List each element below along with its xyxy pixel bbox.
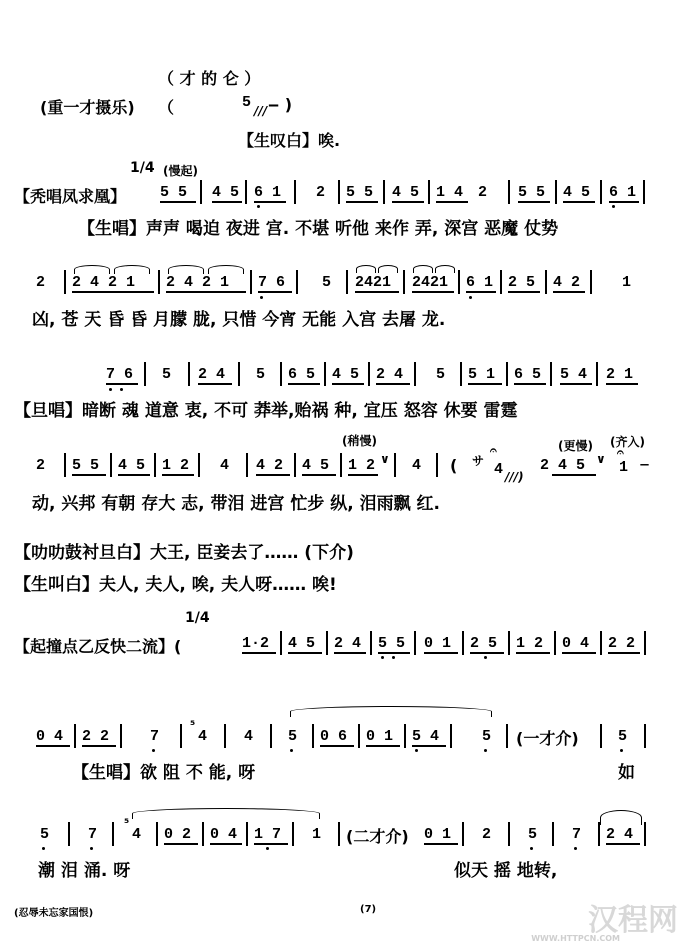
low-dot [392,656,395,659]
note-group: 5 [618,728,628,745]
barline [596,362,598,386]
barline [600,724,602,748]
barline [270,724,272,748]
barline [74,724,76,748]
barline [554,631,556,655]
note-group: 1 7 [254,826,282,843]
watermark-url: WWW.HTTPCN.COM [531,934,620,943]
note-group: 5 5 [346,184,374,201]
low-dot [120,388,123,391]
note-group: 2 5 [470,635,498,652]
note-group: 1 2 [348,457,376,474]
note-group: 1·2 [242,635,270,652]
underline [563,201,595,203]
barline [64,270,66,294]
note-group: 5 [528,826,538,843]
barline [324,362,326,386]
barline [198,453,200,477]
underline [288,652,322,654]
barline [508,631,510,655]
lyric-line: 【生唱】声声 喝迫 夜进 宫. 不堪 听他 来作 弄, 深宫 恶魔 仗势 [78,219,559,239]
note-group: 5 [436,366,446,383]
barline [346,270,348,294]
barline [370,631,372,655]
low-dot [530,847,533,850]
underline [366,745,400,747]
underline [302,474,336,476]
note-group: 1 4 [436,184,464,201]
underline [106,383,138,385]
note-group: 6 1 [466,274,494,291]
mark-slow: (稍慢) [342,434,377,448]
barline [450,724,452,748]
note-group: 5 [40,826,50,843]
barline [600,180,602,204]
note-group: 5 4 [560,366,588,383]
barline [550,362,552,386]
note-group: 4 [412,457,422,474]
lyric-line: 凶, 苍 天 昏 昏 月朦 胧, 只惜 今宵 无能 入宫 去屠 龙. [32,310,446,330]
note-group: 2 [482,826,492,843]
barline [403,270,405,294]
note-group: 2 [36,457,46,474]
low-dot [574,847,577,850]
low-dot [484,749,487,752]
underline [72,291,154,293]
barline [245,180,247,204]
intro-label: (重一才摄乐) [40,98,135,117]
barline [508,180,510,204]
barline [643,180,645,204]
barline [598,822,600,846]
note-group: 1 [312,826,322,843]
barline [394,453,396,477]
low-dot [381,656,384,659]
note-group: 5 5 [160,184,188,201]
barline [280,362,282,386]
note-group: 5 [482,728,492,745]
low-dot [257,205,260,208]
underline [609,201,639,203]
note-group: 7 [88,826,98,843]
slur [413,265,433,273]
barline [294,180,296,204]
underline [36,745,70,747]
barline [120,724,122,748]
cai-mark: (二才介) [346,827,409,846]
underline [518,201,550,203]
note-group: 2 4 [198,366,226,383]
note-group: 2 4 [376,366,404,383]
underline [355,291,399,293]
note-group: 0 4 [36,728,64,745]
barline [340,453,342,477]
underline [468,383,502,385]
note-group: 1 [622,274,632,291]
barline [154,453,156,477]
note-group: 0 4 [562,635,590,652]
underline [606,383,638,385]
barline [158,270,160,294]
slur [356,265,376,273]
low-dot [90,847,93,850]
note-group: 2 4 2 1 [166,274,230,291]
note-group: 2 [36,274,46,291]
tremolo-mark: /// [254,104,268,118]
barline [590,270,592,294]
underline [606,843,640,845]
note-group: 5 [162,366,172,383]
barline [506,724,508,748]
note-group: 4 2 [256,457,284,474]
barline [280,631,282,655]
barline [383,180,385,204]
note-group: 5 5 [378,635,406,652]
note-group: 5 1 [468,366,496,383]
underline [553,291,585,293]
barline [436,453,438,477]
note-group: 5 [322,274,332,291]
note-group: 7 6 [106,366,134,383]
note-group: 4 [244,728,254,745]
underline [256,474,290,476]
lyric-line: 【生唱】欲 阻 不 能, 呀 [72,763,256,783]
barline [326,631,328,655]
barline [64,453,66,477]
slur [290,706,492,717]
note-group: 5 4 [412,728,440,745]
underline [412,745,446,747]
barline [68,822,70,846]
barline [188,362,190,386]
low-dot [612,205,615,208]
speech-line: 【生叫白】夫人, 夫人, 唉, 夫人呀…… 唉! [14,575,337,595]
underline [254,201,286,203]
underline [72,474,106,476]
footer-title: (忍辱未忘家国恨) [14,908,94,919]
barline [500,270,502,294]
fermata: 𝄐 [490,443,497,457]
breath-mark: ∨ [380,452,390,466]
underline [242,652,276,654]
low-dot [42,847,45,850]
lyric-line: 【旦唱】暗断 魂 道意 衷, 不可 莽举,贻祸 种, 宜压 怒容 休要 雷霆 [14,401,518,421]
note-group: 5 5 [518,184,546,201]
barline [458,270,460,294]
barline [296,270,298,294]
note-group: 4 5 [563,184,591,201]
tremolo-mark: ///) [505,470,524,484]
barline [462,631,464,655]
tempo-mark: 1/4 [130,160,155,176]
underline [118,474,150,476]
low-dot [266,847,269,850]
barline [644,631,646,655]
note-group: 4 5 [392,184,420,201]
low-dot [109,388,112,391]
paren-close: ‒ ) [268,95,293,114]
low-dot [415,749,418,752]
note-group: 5 [288,728,298,745]
underline [258,291,292,293]
barline [600,631,602,655]
barline [294,453,296,477]
slur [208,265,244,274]
barline [414,631,416,655]
underline [332,383,364,385]
note-group: 2 2 [82,728,110,745]
lyric-line: 潮 泪 涌. 呀 [38,861,131,881]
grace-note: ⁵ [124,816,130,830]
barline [460,362,462,386]
underline [562,652,596,654]
low-dot [152,749,155,752]
note-group: 2 5 [508,274,536,291]
note-group: 0 6 [320,728,348,745]
barline [246,453,248,477]
barline [404,724,406,748]
note-group: 4 [198,728,208,745]
note-group: 1 [619,459,629,476]
note-group: 5 5 [72,457,100,474]
note-group: 4 [132,826,142,843]
speech-line: 【叻叻鼓衬旦白】大王, 臣妾去了…… (下介) [14,543,354,563]
page-number: (7) [360,904,377,915]
note-group: 4 5 [118,457,146,474]
barline [238,362,240,386]
underline [560,383,592,385]
barline [200,180,202,204]
note-group: 0 1 [424,826,452,843]
paren-open: （ [158,98,175,117]
underline [346,201,378,203]
underline [378,652,410,654]
barline [144,362,146,386]
barline [414,362,416,386]
underline [254,843,288,845]
barline [555,180,557,204]
note-group: 4 2 [553,274,581,291]
underline [436,201,468,203]
slur [132,808,320,819]
note-group: 7 6 [258,274,286,291]
note-group: 6 1 [609,184,637,201]
note-group: 2 1 [606,366,634,383]
grace-note: ⁵ [190,718,196,732]
lyric-line-end: 似天 摇 地转, [454,861,558,881]
paren-open: ( [450,456,458,475]
barline [644,822,646,846]
underline [412,291,454,293]
low-dot [469,296,472,299]
barline [506,362,508,386]
underline [198,383,232,385]
breath-mark: ∨ [596,452,606,466]
note-group: 2 4 [606,826,634,843]
cai-mark: (一才介) [516,729,579,748]
tempo-note: (慢起) [163,164,198,178]
note-group: 0 4 [210,826,238,843]
note-group: 7 [572,826,582,843]
note-group: 6 1 [254,184,282,201]
barline [246,822,248,846]
saa-mark: サ [472,454,485,468]
note-group: 0 1 [366,728,394,745]
note-group: 0 1 [424,635,452,652]
note-group: 2 4 2 1 [72,274,136,291]
note-group: 5 [256,366,266,383]
underline [166,291,246,293]
low-dot [484,656,487,659]
note-group: 4 [494,461,504,478]
underline [162,474,194,476]
mark-slower: (更慢) [558,439,593,453]
lyric-line-end: 如 [618,763,635,783]
underline [470,652,504,654]
note-group: 2 2 [608,635,636,652]
barline [312,724,314,748]
barline [112,822,114,846]
note-group: 4 5 [212,184,240,201]
note-group: 6 5 [288,366,316,383]
note-group: 2 4 5 [540,457,586,474]
underline [320,745,354,747]
underline [392,201,424,203]
barline [358,724,360,748]
barline [644,724,646,748]
tempo-mark: 1/4 [185,610,210,626]
barline [368,362,370,386]
underline [424,843,458,845]
note-group: 1 2 [516,635,544,652]
note-group: 2 [478,184,488,201]
low-dot [290,749,293,752]
underline [514,383,546,385]
watermark-logo: 汉程网 [588,903,678,938]
intro-note: 5 [242,94,252,111]
underline [212,201,242,203]
slur [435,265,455,273]
underline [160,201,196,203]
speak-line: 【生叹白】唉. [238,131,341,150]
slur [168,265,204,274]
underline [424,652,458,654]
underline [210,843,242,845]
underline [82,745,116,747]
slur [600,810,642,825]
note-group: 1 2 [162,457,190,474]
barline [338,180,340,204]
note-group: 2 4 [334,635,362,652]
barline [428,180,430,204]
low-dot [620,749,623,752]
slur [74,265,110,274]
slur [114,265,150,274]
barline [552,822,554,846]
underline [164,843,198,845]
underline [334,652,366,654]
barline [224,724,226,748]
note-group: 2 [316,184,326,201]
barline [508,822,510,846]
barline [156,822,158,846]
lyric-line: 动, 兴邦 有朝 存大 志, 带泪 进宫 忙步 纵, 泪雨飘 红. [32,494,441,514]
mark-together: (齐入) [610,435,645,449]
underline [608,652,640,654]
barline [545,270,547,294]
note-group: 2421 [412,274,449,291]
note-group: 2421 [355,274,392,291]
note-group: 4 5 [302,457,330,474]
underline [552,474,596,476]
underline [516,652,550,654]
barline [250,270,252,294]
fermata: 𝄐 [617,445,624,459]
underline [466,291,496,293]
barline [110,453,112,477]
note-group: 4 [220,457,230,474]
underline [348,474,378,476]
note-group: 4 5 [332,366,360,383]
underline [376,383,410,385]
barline [292,822,294,846]
note-group: 4 5 [288,635,316,652]
note-group: 6 5 [514,366,542,383]
low-dot [260,296,263,299]
barline [180,724,182,748]
barline [202,822,204,846]
barline [462,822,464,846]
note-group: 7 [150,728,160,745]
note-group: 0 2 [164,826,192,843]
note-group: ‒ [640,457,650,474]
underline [288,383,320,385]
barline [338,822,340,846]
section-label: 【秃唱凤求凰】 [14,187,127,206]
section-label: 【起撞点乙反快二流】( [14,637,182,656]
slur [378,265,398,273]
underline [508,291,540,293]
paren-line1: （ 才 的 仑 ） [158,69,261,88]
